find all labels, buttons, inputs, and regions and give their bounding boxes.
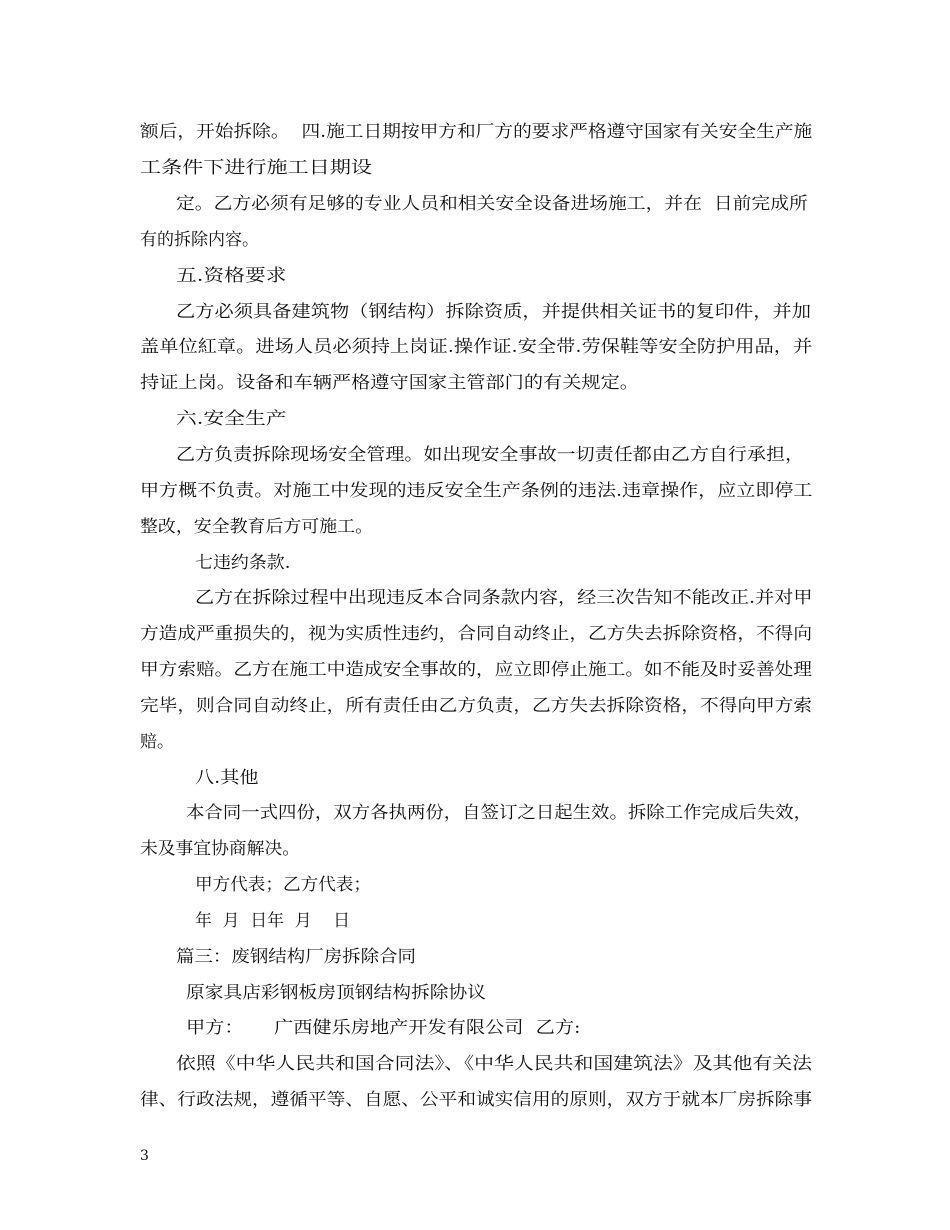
page-number: 3: [140, 1148, 149, 1164]
text-line: 整改，安全教育后方可施工。: [140, 517, 373, 537]
text-line: 乙方在拆除过程中出现违反本合同条款内容，经三次告知不能改正.并对甲: [195, 588, 813, 608]
section-heading: 六.安全生产: [176, 409, 287, 429]
section-heading: 五.资格要求: [176, 266, 287, 286]
section-title: 篇三：废钢结构厂房拆除合同: [176, 947, 416, 967]
text-line: 甲方索赔。乙方在施工中造成安全事故的，应立即停止施工。如不能及时妥善处理: [140, 660, 813, 680]
section-heading: 八.其他: [195, 768, 259, 788]
party-line: 甲方： 广西健乐房地产开发有限公司 乙方:: [186, 1018, 581, 1038]
text-line: 本合同一式四份，双方各执两份，自签订之日起生效。拆除工作完成后失效，: [186, 803, 812, 823]
text-line: 依照《中华人民共和国合同法》、《中华人民共和国建筑法》及其他有关法: [176, 1054, 812, 1074]
text-line: 甲方概不负责。对施工中发现的违反安全生产条例的违法.违章操作，应立即停工: [140, 481, 813, 501]
text-line: 定。乙方必须有足够的专业人员和相关安全设备进场施工，并在 日前完成所: [176, 194, 808, 214]
agreement-title: 原家具店彩钢板房顶钢结构拆除协议: [186, 983, 486, 1003]
text-line: 完毕，则合同自动终止，所有责任由乙方负责，乙方失去拆除资格，不得向甲方索: [140, 696, 813, 716]
text-line: 额后，开始拆除。 四.施工日期按甲方和厂方的要求严格遵守国家有关安全生产施: [140, 122, 813, 142]
text-line: 有的拆除内容。: [140, 230, 259, 250]
text-line: 工条件下进行施工日期设: [140, 158, 372, 178]
text-line: 盖单位紅章。进场人员必须持上岗证.操作证.安全带.劳保鞋等安全防护用品，并: [140, 337, 813, 357]
text-line: 持证上岗。设备和车辆严格遵守国家主管部门的有关规定。: [140, 373, 639, 393]
text-line: 方造成严重损失的，视为实质性违约，合同自动终止，乙方失去拆除资格，不得向: [140, 624, 813, 644]
section-heading: 七违约条款.: [195, 553, 291, 573]
date-line: 年 月 日年 月 日: [195, 911, 351, 931]
text-line: 未及事宜协商解决。: [140, 839, 300, 859]
text-line: 赔。: [140, 732, 174, 752]
text-line: 律、行政法规，遵循平等、自愿、公平和诚实信用的原则，双方于就本厂房拆除事: [140, 1090, 813, 1110]
text-line: 乙方必须具备建筑物（钢结构）拆除资质，并提供相关证书的复印件，并加: [176, 302, 811, 322]
text-line: 乙方负责拆除现场安全管理。如出现安全事故一切责任都由乙方自行承担，: [176, 445, 804, 465]
signature-line: 甲方代表；乙方代表；: [195, 875, 371, 895]
